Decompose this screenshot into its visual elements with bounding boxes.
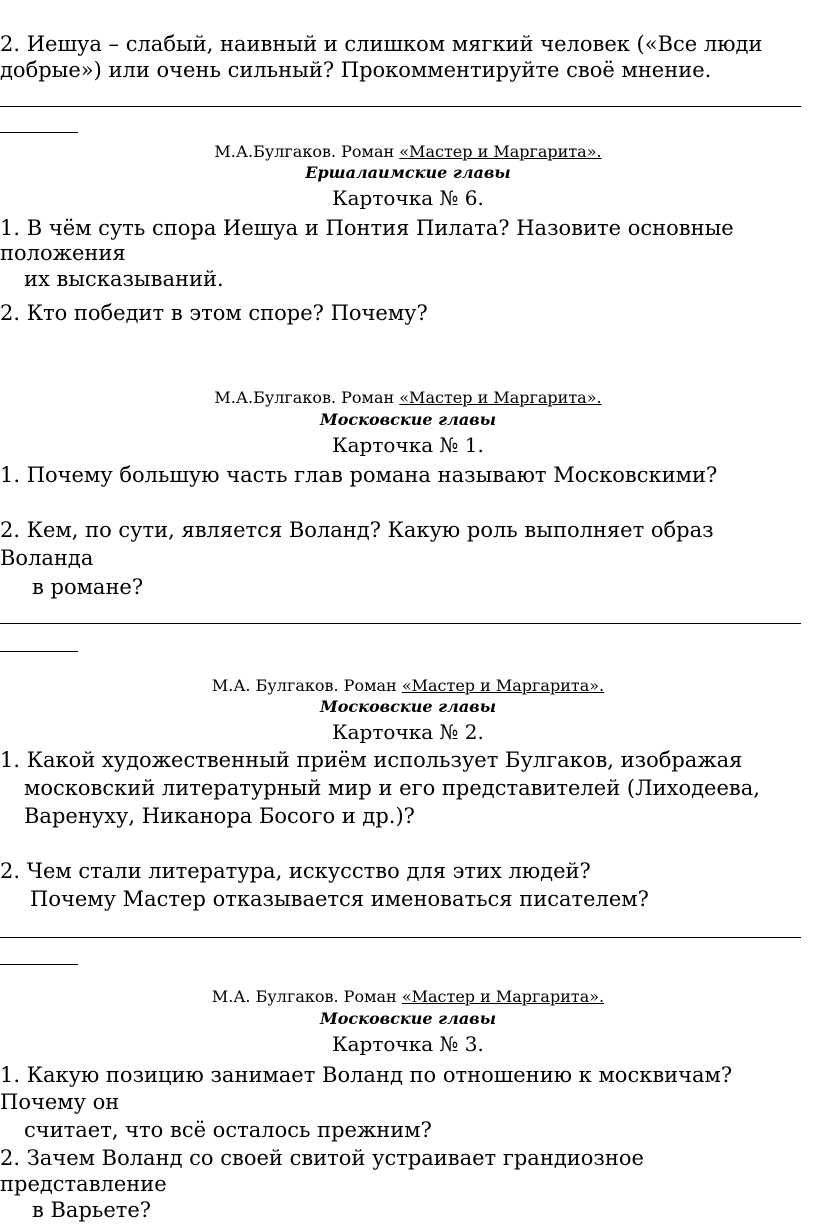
question-line: 2. Чем стали литература, искусство для этих людей? <box>0 859 591 883</box>
card-header-author <box>0 388 816 408</box>
author-text: М.А. Булгаков. Роман <box>211 676 402 695</box>
question-line: в Варьете? <box>32 1198 152 1222</box>
question-line: 1. Какой художественный приём использует Булгаков, изображая <box>0 748 743 772</box>
card-number: Карточка № 6. <box>332 186 484 210</box>
card-header-author <box>0 142 816 162</box>
novel-title: «Мастер и Маргарита». <box>401 676 605 695</box>
novel-title: «Мастер и Маргарита». <box>401 987 605 1006</box>
separator-short <box>0 132 78 133</box>
question-line: Варенуху, Никанора Босого и др.)? <box>24 804 415 828</box>
separator-long <box>0 106 801 107</box>
author-text: М.А.Булгаков. Роман <box>214 388 400 407</box>
question-line: в романе? <box>32 575 144 599</box>
card-number: Карточка № 1. <box>332 433 484 457</box>
question-line: 1. Какую позицию занимает Воланд по отношению к москвичам? <box>0 1063 733 1087</box>
question-line: 2. Иешуа – слабый, наивный и слишком мягкий человек («Все люди <box>0 32 763 56</box>
question-line: 2. Кто победит в этом споре? Почему? <box>0 301 428 325</box>
author-text: М.А.Булгаков. Роман <box>214 142 400 161</box>
question-line: 2. Зачем Воланд со своей свитой устраивает грандиозное <box>0 1146 644 1170</box>
section-title: Московские главы <box>320 697 496 716</box>
question-line: 1. В чём суть спора Иешуа и Понтия Пилата? Назовите основные <box>0 216 734 240</box>
card-number: Карточка № 2. <box>332 720 484 744</box>
separator-long <box>0 623 801 624</box>
question-line: Почему он <box>0 1090 120 1114</box>
separator-short <box>0 964 78 965</box>
question-line: Почему Мастер отказывается именоваться писателем? <box>30 887 649 911</box>
novel-title: «Мастер и Маргарита». <box>399 388 602 407</box>
question-line: представление <box>0 1172 167 1196</box>
question-line: московский литературный мир и его представителей (Лиходеева, <box>24 776 760 800</box>
question-line: положения <box>0 241 126 265</box>
card-header-author <box>0 987 816 1007</box>
question-line: их высказываний. <box>24 267 224 291</box>
separator-short <box>0 651 78 652</box>
question-line: считает, что всё осталось прежним? <box>24 1118 432 1142</box>
section-title: Ершалаимские главы <box>305 163 511 182</box>
section-title: Московские главы <box>320 1009 496 1028</box>
question-line: 1. Почему большую часть глав романа называют Московскими? <box>0 463 718 487</box>
question-line: добрые») или очень сильный? Прокомментируйте своё мнение. <box>0 58 712 82</box>
question-line: 2. Кем, по сути, является Воланд? Какую роль выполняет образ <box>0 518 714 542</box>
question-line: Воланда <box>0 546 94 570</box>
author-text: М.А. Булгаков. Роман <box>211 987 402 1006</box>
separator-long <box>0 937 801 938</box>
card-header-author <box>0 676 816 696</box>
novel-title: «Мастер и Маргарита». <box>399 142 602 161</box>
section-title: Московские главы <box>320 410 496 429</box>
card-number: Карточка № 3. <box>332 1032 484 1056</box>
